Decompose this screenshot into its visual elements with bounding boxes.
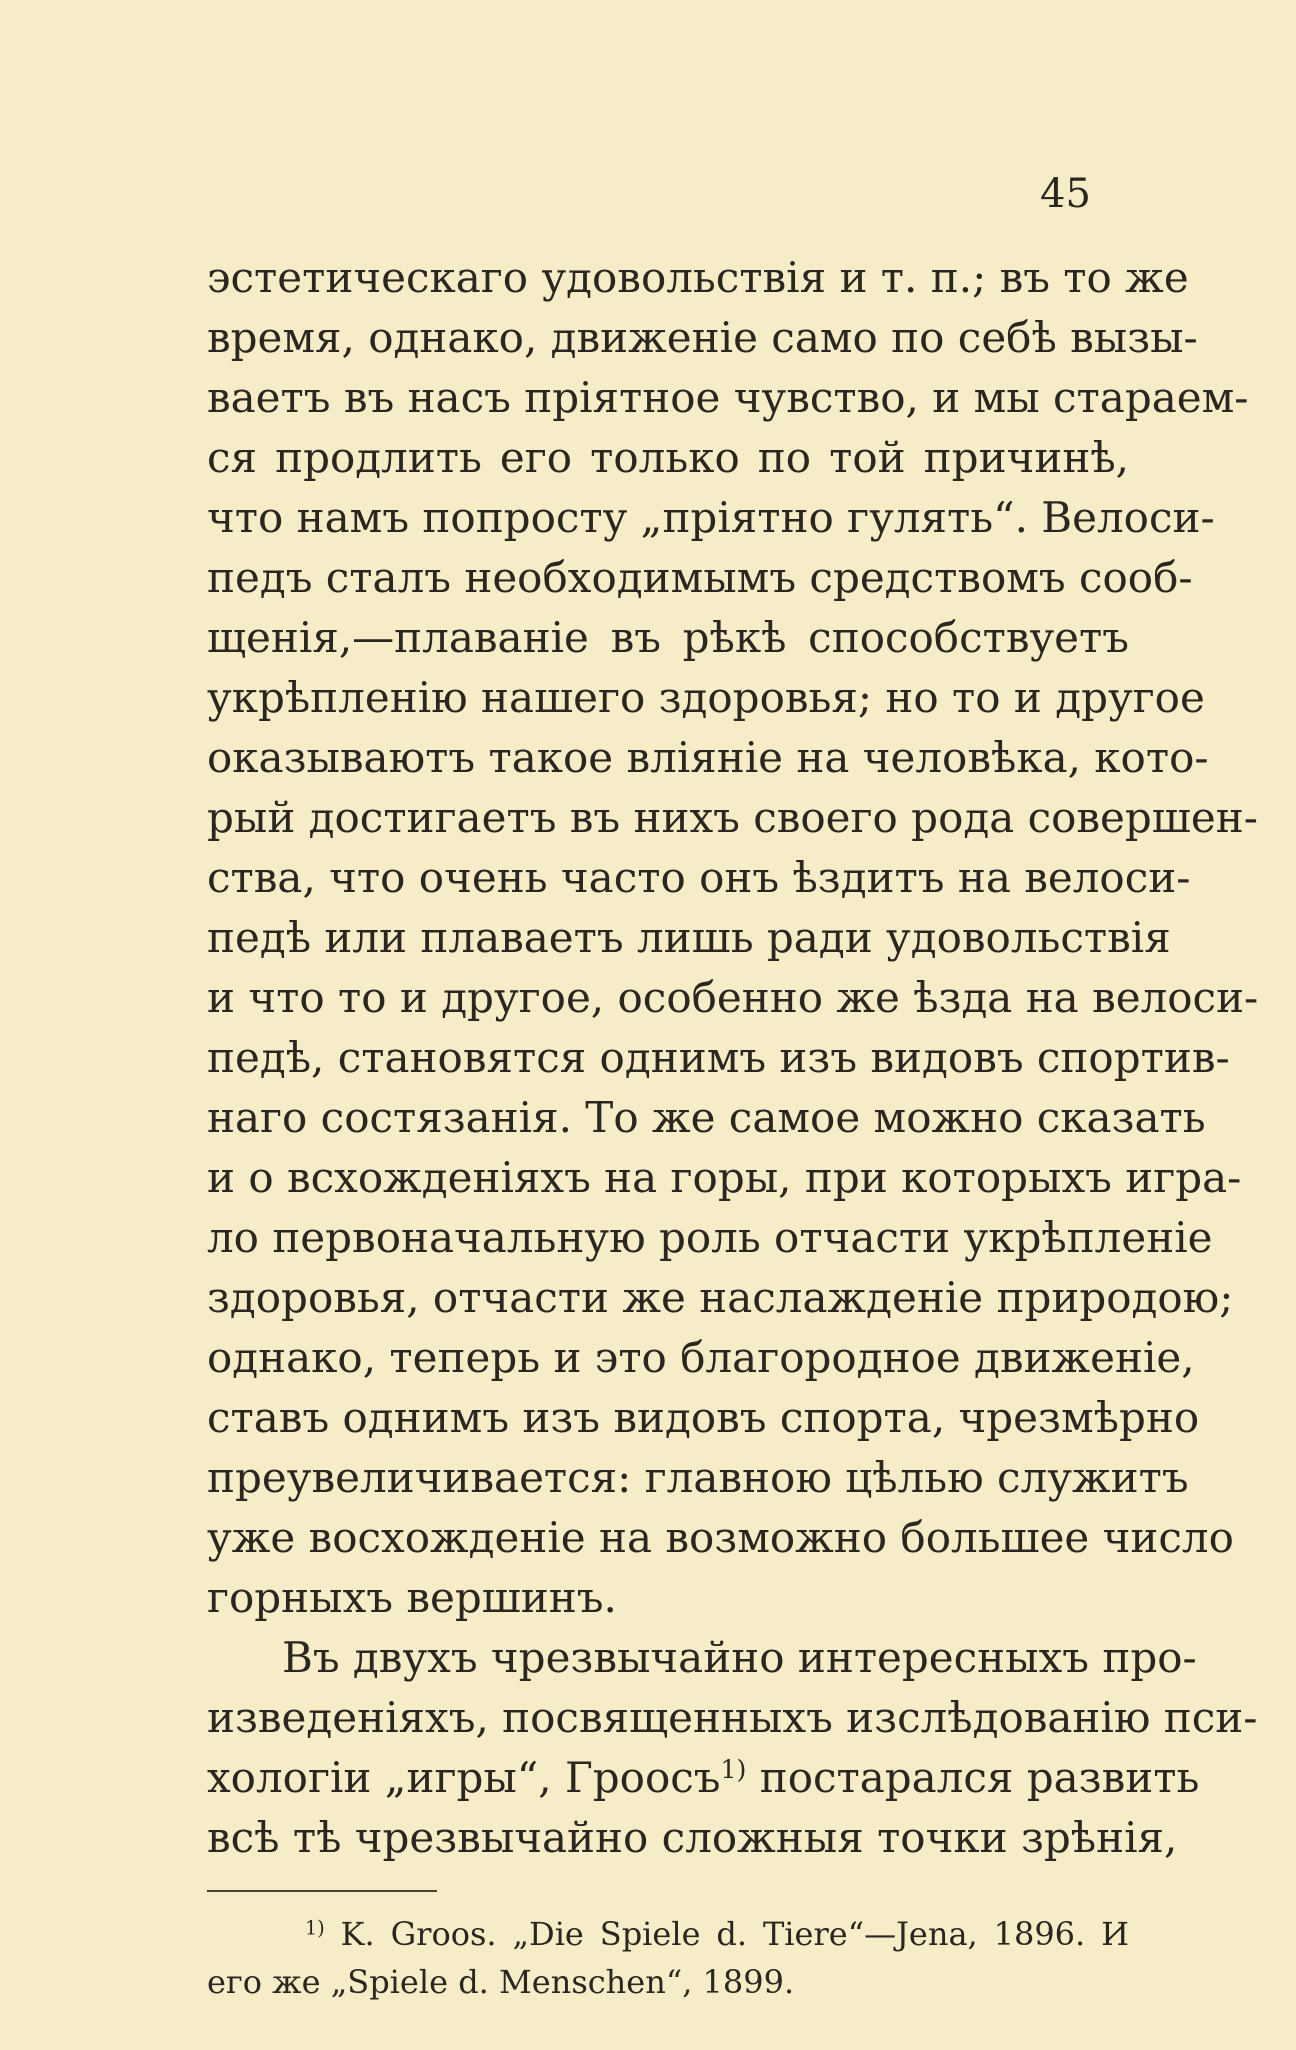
text-line: щенія,—плаваніе въ рѣкѣ способствуетъ bbox=[207, 613, 1129, 662]
text-line: уже восхожденіе на возможно большее число bbox=[207, 1513, 1234, 1562]
text-line: здоровья, отчасти же наслажденіе природою; bbox=[207, 1273, 1234, 1322]
footnote-text: K. Groos. „Die Spiele d. Tiere“—Jena, 1896. И bbox=[340, 1915, 1130, 1953]
text-line: ваетъ въ насъ пріятное чувство, и мы стараем- bbox=[207, 373, 1249, 422]
text-line: и о всхожденіяхъ на горы, при которыхъ игра- bbox=[207, 1153, 1242, 1202]
text-line: педъ сталъ необходимымъ средствомъ сооб- bbox=[207, 553, 1193, 602]
text-fragment: постарался развить bbox=[759, 1753, 1200, 1802]
text-line: ства, что очень часто онъ ѣздитъ на велоси- bbox=[207, 853, 1191, 902]
text-line: всѣ тѣ чрезвычайно сложныя точки зрѣнія, bbox=[207, 1813, 1178, 1862]
text-line: оказываютъ такое вліяніе на человѣка, кото- bbox=[207, 733, 1209, 782]
text-line: рый достигаетъ въ нихъ своего рода совершен- bbox=[207, 793, 1258, 842]
page-number: 45 bbox=[1040, 171, 1091, 217]
text-line: изведеніяхъ, посвященныхъ изслѣдованію пси- bbox=[207, 1693, 1258, 1742]
footnote-marker: 1) bbox=[305, 1916, 325, 1940]
text-line: преувеличивается: главною цѣлью служитъ bbox=[207, 1453, 1189, 1502]
footnote-reference: 1) bbox=[720, 1755, 747, 1785]
text-line: педѣ, становятся однимъ изъ видовъ спортив- bbox=[207, 1033, 1230, 1082]
text-line: укрѣпленію нашего здоровья; но то и другое bbox=[207, 673, 1205, 722]
footnote-line bbox=[305, 1910, 1129, 1958]
text-line: педѣ или плаваетъ лишь ради удовольствія bbox=[207, 913, 1171, 962]
text-line bbox=[207, 1748, 1200, 1808]
text-line: ло первоначальную роль отчасти укрѣпленіе bbox=[207, 1213, 1213, 1262]
text-line: и что то и другое, особенно же ѣзда на велоси- bbox=[207, 973, 1259, 1022]
text-line: что намъ попросту „пріятно гулять“. Велоси- bbox=[207, 493, 1215, 542]
text-line: горныхъ вершинъ. bbox=[207, 1573, 617, 1622]
footnote-divider bbox=[207, 1890, 437, 1892]
text-line: эстетическаго удовольствія и т. п.; въ то же bbox=[207, 253, 1189, 302]
text-line: ся продлить его только по той причинѣ, bbox=[207, 433, 1129, 482]
text-line: наго состязанія. То же самое можно сказать bbox=[207, 1093, 1206, 1142]
text-line: ставъ однимъ изъ видовъ спорта, чрезмѣрно bbox=[207, 1393, 1200, 1442]
footnote-line: его же „Spiele d. Menschen“, 1899. bbox=[207, 1963, 795, 2001]
text-line: Въ двухъ чрезвычайно интересныхъ про- bbox=[282, 1633, 1197, 1682]
text-line: время, однако, движеніе само по себѣ вызы- bbox=[207, 313, 1198, 362]
text-line: однако, теперь и это благородное движеніе, bbox=[207, 1333, 1195, 1382]
text-fragment: хологіи „игры“, Гроосъ bbox=[207, 1753, 721, 1802]
